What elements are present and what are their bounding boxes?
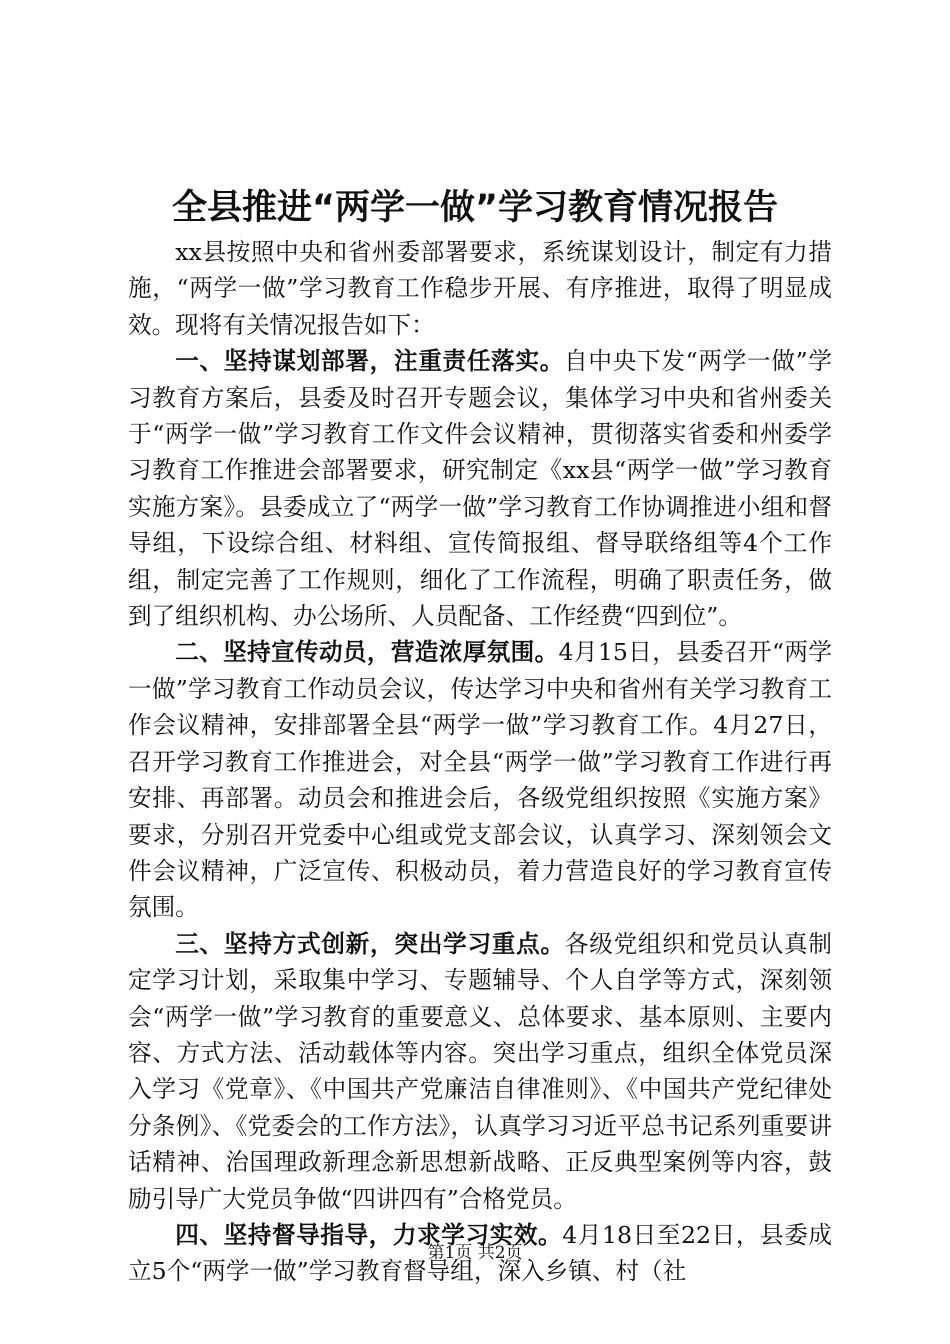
section-heading-4: 四、坚持督导指导，力求学习实效。 — [175, 1220, 563, 1249]
section-paragraph-1 — [128, 343, 832, 634]
section-paragraph-3 — [128, 926, 832, 1217]
section-text-3: 各级党组织和党员认真制定学习计划，采取集中学习、专题辅导、个人自学等方式，深刻领会“两学一做”学习教育的重要意义、总体要求、基本原则、主要内容、方式方法、活动载体等内容。突出学习重点，组织全体党员深入学习《党章》、《中国共产党廉洁自律准则》、《中国共产党纪律处分条例》、《党委会的工作方法》，认真学习习近平总书记系列重要讲话精神、治国理政新理念新思想新战略、正反典型案例等内容，鼓励引导广大党员争做“四讲四有”合格党员。 — [128, 929, 832, 1213]
section-heading-3: 三、坚持方式创新，突出学习重点。 — [175, 929, 565, 958]
section-heading-2: 二、坚持宣传动员，营造浓厚氛围。 — [175, 638, 559, 667]
section-text-1: 自中央下发“两学一做”学习教育方案后，县委及时召开专题会议，集体学习中央和省州委关于“两学一做”学习教育工作文件会议精神，贯彻落实省委和州委学习教育工作推进会部署要求，研究制定《xx县“两学一做”学习教育实施方案》。县委成立了“两学一做”学习教育工作协调推进小组和督导组，下设综合组、材料组、宣传简报组、督导联络组等4个工作组，制定完善了工作规则，细化了工作流程，明确了职责任务，做到了组织机构、办公场所、人员配备、工作经费“四到位”。 — [128, 347, 832, 631]
intro-paragraph: xx县按照中央和省州委部署要求，系统谋划设计，制定有力措施，“两学一做”学习教育工作稳步开展、有序推进，取得了明显成效。现将有关情况报告如下： — [128, 238, 832, 339]
page-footer: 第1页 共2页 — [427, 1243, 523, 1263]
section-text-4: 4月18日至22日，县委成立5个“两学一做”学习教育督导组，深入乡镇、村（社 — [128, 1220, 833, 1286]
section-text-2: 4月15日，县委召开“两学一做”学习教育工作动员会议，传达学习中央和省州有关学习教育工作会议精神，安排部署全县“两学一做”学习教育工作。4月27日，召开学习教育工作推进会，对全县“两学一做”学习教育工作进行再安排、再部署。动员会和推进会后，各级党组织按照《实施方案》要求，分别召开党委中心组或党支部会议，认真学习、深刻领会文件会议精神，广泛宣传、积极动员，着力营造良好的学习教育宣传氛围。 — [128, 638, 832, 922]
document-body — [128, 234, 832, 1290]
section-paragraph-2 — [128, 634, 832, 925]
section-heading-1: 一、坚持谋划部署，注重责任落实。 — [175, 347, 565, 376]
document-title: 全县推进“两学一做”学习教育情况报告 — [171, 188, 778, 228]
